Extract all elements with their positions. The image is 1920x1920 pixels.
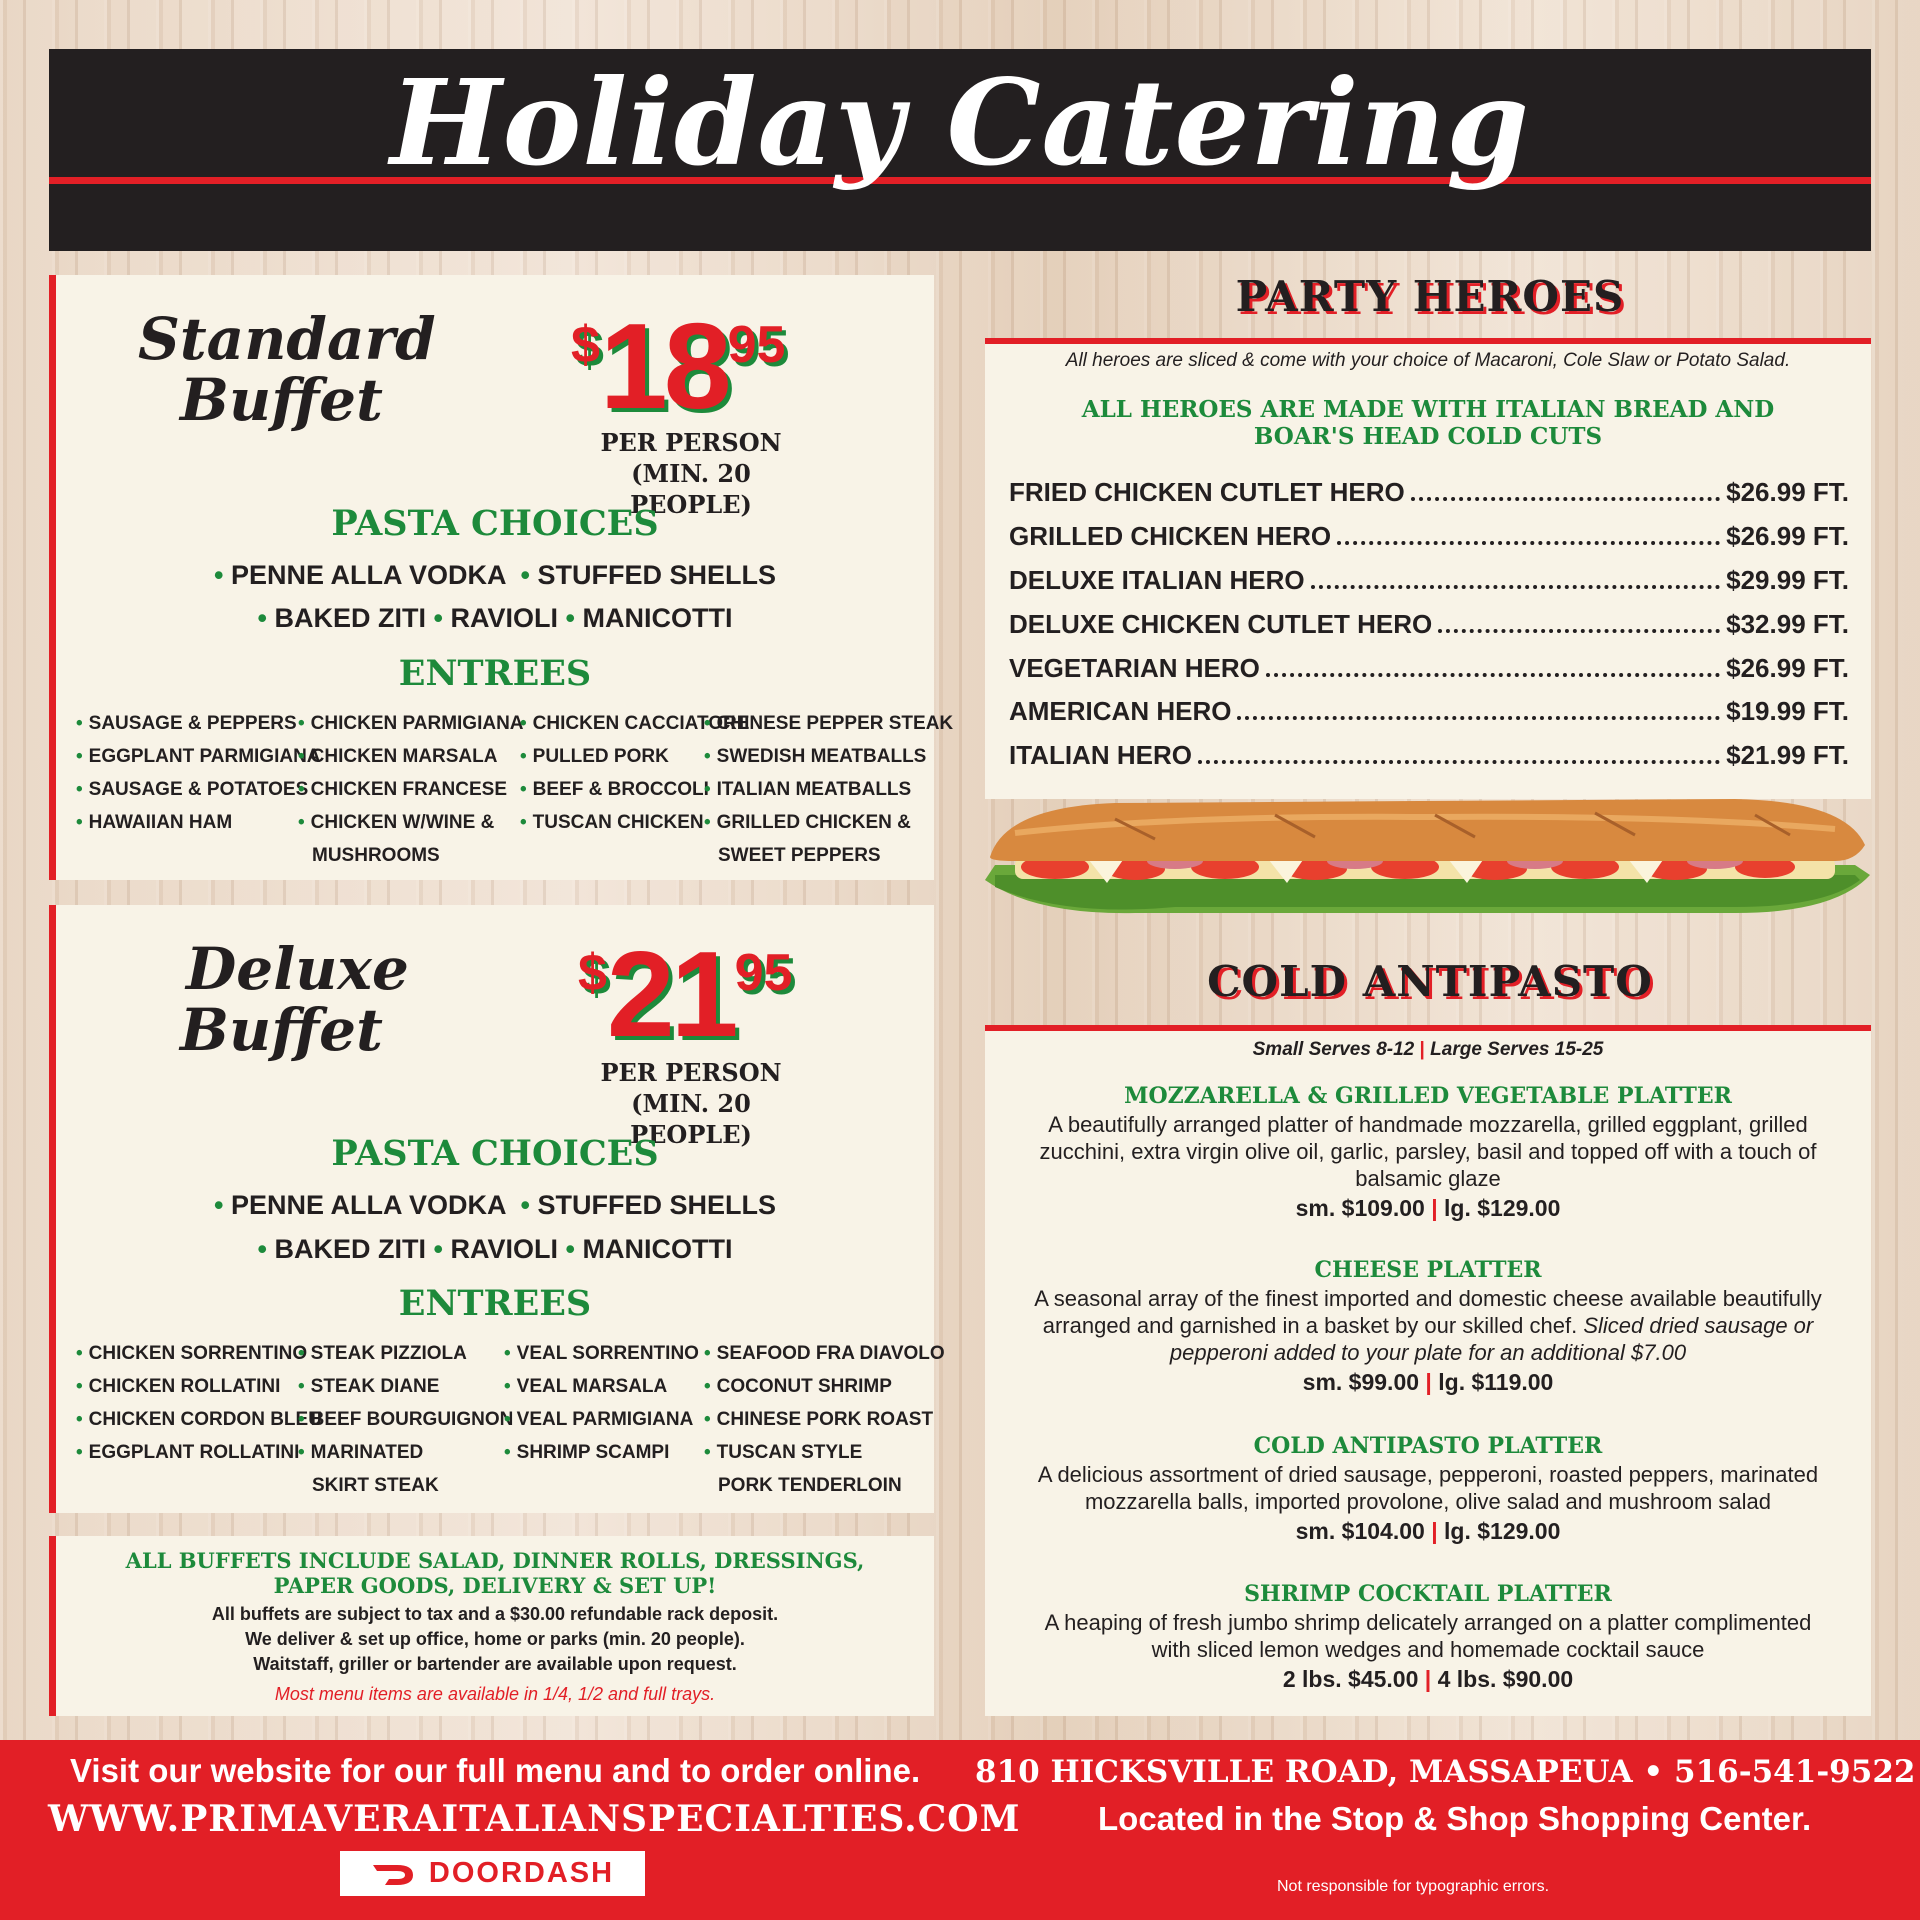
serves-large: Large Serves 15-25 — [1430, 1039, 1604, 1060]
price-small: sm. $109.00 — [1295, 1195, 1425, 1221]
standard-entree-col-2 — [298, 707, 524, 872]
entree-item: • CHICKEN PARMIGIANA — [298, 707, 524, 740]
hero-row — [1009, 600, 1849, 640]
hero-name: DELUXE CHICKEN CUTLET HERO — [1009, 609, 1433, 639]
antipasto-item — [985, 1083, 1871, 1222]
deluxe-per-person-label: PER PERSON — [600, 1058, 782, 1087]
website-link[interactable]: WWW.PRIMAVERAITALIANSPECIALTIES.COM — [48, 1798, 1021, 1840]
entree-item: • TUSCAN CHICKEN — [520, 806, 749, 839]
serves-small: Small Serves 8-12 — [1252, 1039, 1415, 1060]
entree-item: • CHICKEN ROLLATINI — [76, 1370, 322, 1403]
deluxe-entrees-heading: ENTREES — [398, 1283, 592, 1324]
entree-item: • CHICKEN W/WINE & — [298, 806, 524, 839]
standard-price-main: 18 — [599, 298, 728, 434]
entree-item: • CHICKEN FRANCESE — [298, 773, 524, 806]
deluxe-entree-col-1 — [76, 1337, 322, 1469]
standard-buffet-panel — [49, 275, 954, 880]
entree-item: • VEAL SORRENTINO — [504, 1337, 699, 1370]
entree-item: • STEAK PIZZIOLA — [298, 1337, 513, 1370]
hero-row — [1009, 512, 1849, 552]
hero-price: $26.99 FT. — [1726, 653, 1849, 683]
deluxe-pasta-line2: • BAKED ZITI • RAVIOLI • MANICOTTI — [257, 1234, 733, 1264]
standard-price-cents: 95 — [727, 316, 786, 374]
entree-item: • VEAL MARSALA — [504, 1370, 699, 1403]
antipasto-item-title: SHRIMP COCKTAIL PLATTER — [1244, 1581, 1612, 1607]
hero-name: GRILLED CHICKEN HERO — [1009, 521, 1332, 551]
antipasto-item-title: COLD ANTIPASTO PLATTER — [1253, 1433, 1603, 1459]
antipasto-desc-text: A seasonal array of the finest imported and domestic cheese available beautifully arranged and garnished in a basket by our skilled chef. — [1034, 1286, 1822, 1338]
entree-item: • CHICKEN CACCIATORE — [520, 707, 749, 740]
entree-item: SWEET PEPPERS — [718, 845, 881, 866]
antipasto-item-title: CHEESE PLATTER — [1314, 1257, 1542, 1283]
entree-item: • ITALIAN MEATBALLS — [704, 773, 953, 806]
antipasto-serves: Small Serves 8-12 | Large Serves 15-25 — [1252, 1039, 1604, 1060]
entree-item: • SAUSAGE & PEPPERS — [76, 707, 321, 740]
entree-item: PORK TENDERLOIN — [718, 1475, 902, 1496]
buffet-includes-line1: ALL BUFFETS INCLUDE SALAD, DINNER ROLLS, DRESSINGS, — [125, 1548, 865, 1573]
doordash-logo-icon — [371, 1861, 415, 1887]
heroes-bread-note — [985, 396, 1871, 450]
standard-minimum: (MIN. 20 PEOPLE) — [630, 459, 752, 520]
entree-item: • TUSCAN STYLE — [704, 1436, 945, 1469]
deluxe-price — [578, 926, 793, 1062]
entree-item: • STEAK DIANE — [298, 1370, 513, 1403]
pasta-choice: MANICOTTI — [582, 603, 733, 633]
hero-name: DELUXE ITALIAN HERO — [1009, 565, 1305, 595]
antipasto-item-desc — [985, 1283, 1871, 1366]
pasta-choice: RAVIOLI — [450, 603, 558, 633]
antipasto-item-desc — [985, 1109, 1871, 1192]
standard-entrees-heading: ENTREES — [398, 653, 592, 694]
buffet-note-panel — [49, 1536, 934, 1716]
price-large: lg. $119.00 — [1438, 1369, 1554, 1395]
visit-website-text: Visit our website for our full menu and to order online. — [70, 1752, 921, 1789]
standard-price-currency: $ — [571, 316, 600, 374]
disclaimer: Not responsible for typographic errors. — [1277, 1878, 1550, 1895]
entree-item: MUSHROOMS — [312, 845, 440, 866]
deluxe-price-cents: 95 — [734, 944, 793, 1002]
hero-row — [1009, 556, 1849, 596]
hero-price: $19.99 FT. — [1726, 696, 1849, 726]
entree-item: • CHICKEN CORDON BLEU — [76, 1403, 322, 1436]
deluxe-entree-col-3 — [504, 1337, 699, 1469]
hero-name: AMERICAN HERO — [1009, 696, 1232, 726]
hero-row — [1009, 731, 1849, 771]
party-heroes-panel — [985, 344, 1871, 799]
header-banner — [49, 49, 1871, 251]
dot-leader — [1266, 673, 1720, 677]
hero-price: $21.99 FT. — [1726, 740, 1849, 770]
cold-antipasto-panel — [985, 1031, 1871, 1716]
cold-antipasto-heading: COLD ANTIPASTO — [1207, 957, 1653, 1006]
antipasto-item-price: sm. $99.00 | lg. $119.00 — [1302, 1369, 1554, 1395]
deluxe-entree-col-4 — [704, 1337, 945, 1502]
pasta-choice: RAVIOLI — [450, 1234, 558, 1264]
antipasto-desc-text: A beautifully arranged platter of handmade mozzarella, grilled eggplant, grilled zucchini, extra virgin olive oil, garlic, parsley, basil and topped off with a touch of balsamic glaze — [1039, 1112, 1817, 1191]
price-small: sm. $104.00 — [1295, 1518, 1425, 1544]
antipasto-desc-text: A delicious assortment of dried sausage, pepperoni, roasted peppers, marinated mozzarella balls, imported provolone, olive salad and mushroom salad — [1037, 1462, 1819, 1514]
page-title: Holiday Catering — [390, 53, 1530, 192]
hero-price: $26.99 FT. — [1726, 477, 1849, 507]
deluxe-pasta-line1: • PENNE ALLA VODKA • STUFFED SHELLS — [214, 1190, 776, 1220]
standard-title-line2: Buffet — [180, 365, 383, 434]
standard-buffet-title — [138, 305, 436, 434]
pasta-choice: STUFFED SHELLS — [537, 560, 776, 590]
entree-item: • SHRIMP SCAMPI — [504, 1436, 699, 1469]
price-small: 2 lbs. $45.00 — [1282, 1666, 1419, 1692]
deluxe-price-main: 21 — [606, 926, 735, 1062]
entree-item: • BEEF BOURGUIGNON — [298, 1403, 513, 1436]
entree-item: • VEAL PARMIGIANA — [504, 1403, 699, 1436]
buffet-includes-line2: PAPER GOODS, DELIVERY & SET UP! — [273, 1573, 717, 1598]
buffet-note-line: Waitstaff, griller or bartender are available upon request. — [253, 1654, 737, 1674]
hero-name: ITALIAN HERO — [1009, 740, 1192, 770]
deluxe-title-line1: Deluxe — [186, 935, 409, 1003]
pasta-choice: BAKED ZITI — [274, 603, 426, 633]
standard-per-person-label: PER PERSON — [600, 428, 782, 457]
entree-item: • SWEDISH MEATBALLS — [704, 740, 953, 773]
entree-item: • CHICKEN MARSALA — [298, 740, 524, 773]
deluxe-minimum: (MIN. 20 PEOPLE) — [630, 1089, 752, 1150]
heroes-bread-line2: BOAR'S HEAD COLD CUTS — [1253, 423, 1603, 450]
antipasto-desc-text: A heaping of fresh jumbo shrimp delicately arranged on a platter complimented with sliced lemon wedges and homemade cocktail sauce — [1044, 1610, 1812, 1662]
entree-item: • SAUSAGE & POTATOES — [76, 773, 321, 806]
entree-item: • COCONUT SHRIMP — [704, 1370, 945, 1403]
hero-row — [1009, 644, 1849, 684]
entree-item: • CHINESE PEPPER STEAK — [704, 707, 953, 740]
entree-item: • PULLED PORK — [520, 740, 749, 773]
pasta-choice: PENNE ALLA VODKA — [230, 560, 506, 590]
price-large: lg. $129.00 — [1444, 1518, 1561, 1544]
entree-item: SKIRT STEAK — [312, 1475, 439, 1496]
standard-price — [571, 298, 786, 434]
standard-pasta-line1: • PENNE ALLA VODKA • STUFFED SHELLS — [214, 560, 776, 590]
pasta-choice: STUFFED SHELLS — [537, 1190, 776, 1220]
hero-price: $32.99 FT. — [1726, 609, 1849, 639]
standard-title-line1: Standard — [138, 305, 436, 373]
pasta-choice: BAKED ZITI — [274, 1234, 426, 1264]
hero-sandwich-image — [975, 795, 1875, 925]
antipasto-item-title: MOZZARELLA & GRILLED VEGETABLE PLATTER — [1124, 1083, 1732, 1109]
antipasto-item-desc — [985, 1459, 1871, 1515]
antipasto-item-price: sm. $104.00 | lg. $129.00 — [1295, 1518, 1561, 1544]
hero-price: $26.99 FT. — [1726, 521, 1849, 551]
standard-entree-col-1 — [76, 707, 321, 839]
deluxe-price-currency: $ — [578, 944, 607, 1002]
hero-row — [1009, 468, 1849, 508]
entree-item: • GRILLED CHICKEN & — [704, 806, 953, 839]
deluxe-pasta-heading: PASTA CHOICES — [331, 1133, 659, 1174]
antipasto-item-desc — [985, 1607, 1871, 1663]
hero-price: $29.99 FT. — [1726, 565, 1849, 595]
standard-pasta-heading: PASTA CHOICES — [331, 503, 659, 544]
entree-item: • BEEF & BROCCOLI — [520, 773, 749, 806]
pasta-choice: PENNE ALLA VODKA — [230, 1190, 506, 1220]
dot-leader — [1198, 760, 1720, 764]
pasta-choice: MANICOTTI — [582, 1234, 733, 1264]
antipasto-item-price: 2 lbs. $45.00 | 4 lbs. $90.00 — [1282, 1666, 1574, 1692]
party-heroes-heading: PARTY HEROES — [1235, 272, 1625, 321]
price-large: lg. $129.00 — [1444, 1195, 1561, 1221]
buffet-includes-heading — [56, 1548, 934, 1598]
trays-note: Most menu items are available in 1/4, 1/2 and full trays. — [274, 1684, 716, 1704]
price-large: 4 lbs. $90.00 — [1437, 1666, 1574, 1692]
deluxe-buffet-title — [180, 935, 409, 1064]
deluxe-buffet-panel — [49, 905, 945, 1513]
doordash-label: DOORDASH — [428, 1857, 615, 1889]
entree-item: • MARINATED — [298, 1436, 513, 1469]
hero-row — [1009, 687, 1849, 727]
buffet-note-line: We deliver & set up office, home or parks (min. 20 people). — [245, 1629, 745, 1649]
antipasto-item — [985, 1581, 1871, 1693]
hero-name: FRIED CHICKEN CUTLET HERO — [1009, 477, 1405, 507]
heroes-bread-line1: ALL HEROES ARE MADE WITH ITALIAN BREAD AND — [1081, 396, 1775, 423]
entree-item: • EGGPLANT ROLLATINI — [76, 1436, 322, 1469]
deluxe-title-line2: Buffet — [180, 995, 383, 1064]
dot-leader — [1411, 497, 1720, 501]
antipasto-item — [985, 1257, 1871, 1396]
dot-leader — [1237, 716, 1720, 720]
entree-item: • CHICKEN SORRENTINO — [76, 1337, 322, 1370]
footer-bar — [0, 1740, 1920, 1920]
price-small: sm. $99.00 — [1302, 1369, 1420, 1395]
entree-item: • CHINESE PORK ROAST — [704, 1403, 945, 1436]
standard-entree-col-4 — [704, 707, 953, 872]
entree-item: • SEAFOOD FRA DIAVOLO — [704, 1337, 945, 1370]
standard-pasta-line2: • BAKED ZITI • RAVIOLI • MANICOTTI — [257, 603, 733, 633]
antipasto-item — [985, 1433, 1871, 1545]
antipasto-desc-italic: Sliced dried sausage or pepperoni added to your plate for an additional $7.00 — [1169, 1313, 1814, 1365]
buffet-note-line: All buffets are subject to tax and a $30.00 refundable rack deposit. — [211, 1604, 779, 1624]
entree-item: • HAWAIIAN HAM — [76, 806, 321, 839]
antipasto-item-price: sm. $109.00 | lg. $129.00 — [1295, 1195, 1561, 1221]
dot-leader — [1311, 585, 1721, 589]
deluxe-entree-col-2 — [298, 1337, 513, 1502]
entree-item: • EGGPLANT PARMIGIANA — [76, 740, 321, 773]
heroes-subtitle: All heroes are sliced & come with your choice of Macaroni, Cole Slaw or Potato Salad. — [1065, 350, 1791, 371]
location-text: Located in the Stop & Shop Shopping Center. — [1098, 1800, 1812, 1837]
address-phone: 810 HICKSVILLE ROAD, MASSAPEUA • 516-541-9522 — [975, 1754, 1916, 1790]
dot-leader — [1438, 629, 1720, 633]
hero-name: VEGETARIAN HERO — [1009, 653, 1260, 683]
dot-leader — [1337, 541, 1720, 545]
doordash-button[interactable] — [340, 1851, 645, 1896]
